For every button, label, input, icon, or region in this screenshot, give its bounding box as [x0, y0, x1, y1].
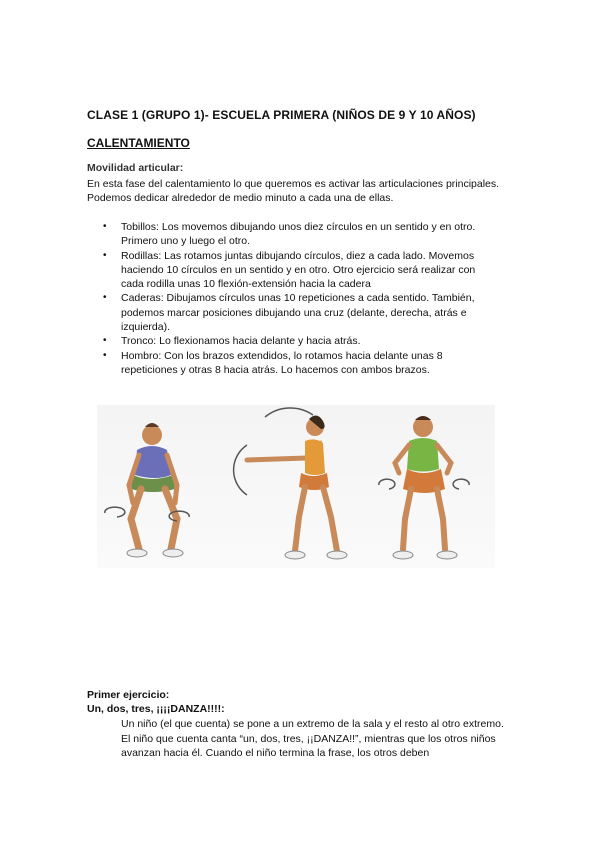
- exercise-description: Un niño (el que cuenta) se pone a un extremo de la sala y el resto al otro extremo. El niño que cuenta canta “un, dos, tres, ¡¡DANZA!!”, mientras que los otros niños avanzan hacia él. Cuando el niño termina la frase, los otros deben: [121, 718, 504, 759]
- bullet-icon: •: [103, 335, 107, 347]
- bullet-icon: •: [103, 292, 107, 304]
- shoulder-rotation-figure: [234, 408, 347, 559]
- exercise-subtitle: Un, dos, tres, ¡¡¡¡DANZA!!!!:: [87, 703, 225, 715]
- list-item: [103, 349, 498, 378]
- list-item: [103, 291, 498, 334]
- page-title: CLASE 1 (GRUPO 1)- ESCUELA PRIMERA (NIÑOS DE 9 Y 10 AÑOS): [87, 108, 476, 122]
- bullet-icon: •: [103, 221, 107, 232]
- list-item: [103, 249, 498, 292]
- exercise-title: Primer ejercicio:: [87, 689, 170, 701]
- list-item: [103, 334, 498, 348]
- joint-list: [103, 220, 498, 377]
- bullet-icon: •: [103, 349, 107, 361]
- list-item-text: Tobillos: Los movemos dibujando unos diez círculos en un sentido y en otro. Primero uno y luego el otro.: [121, 221, 476, 248]
- knee-rotation-figure: [105, 423, 189, 557]
- list-item-text: Tronco: Lo flexionamos hacia delante y hacia atrás.: [121, 335, 361, 348]
- warmup-illustration: [97, 405, 495, 568]
- list-item-text: Rodillas: Las rotamos juntas dibujando círculos, diez a cada lado. Movemos haciendo 10 círculos en un sentido y en otro. Otro ejercicio será realizar con cada rodilla unas 10 flexión-extensión hacia la cadera: [121, 249, 476, 291]
- intro-paragraph: En esta fase del calentamiento lo que queremos es activar las articulaciones principales. Podemos dedicar alrededor de medio minuto a cada una de ellas.: [87, 178, 500, 204]
- bullet-icon: •: [103, 249, 107, 261]
- section-heading: CALENTAMIENTO: [87, 136, 190, 150]
- list-item: [103, 220, 498, 249]
- list-item-text: Caderas: Dibujamos círculos unas 10 repeticiones a cada sentido. También, podemos marcar posiciones dibujando una cruz (delante, derecha, atrás e izquierda).: [121, 292, 475, 334]
- mobility-heading: Movilidad articular:: [87, 162, 184, 174]
- hip-rotation-figure: [379, 416, 469, 559]
- list-item-text: Hombro: Con los brazos extendidos, lo rotamos hacia delante unas 8 repeticiones y otras 8 hacia atrás. Lo hacemos con ambos brazos.: [121, 349, 443, 376]
